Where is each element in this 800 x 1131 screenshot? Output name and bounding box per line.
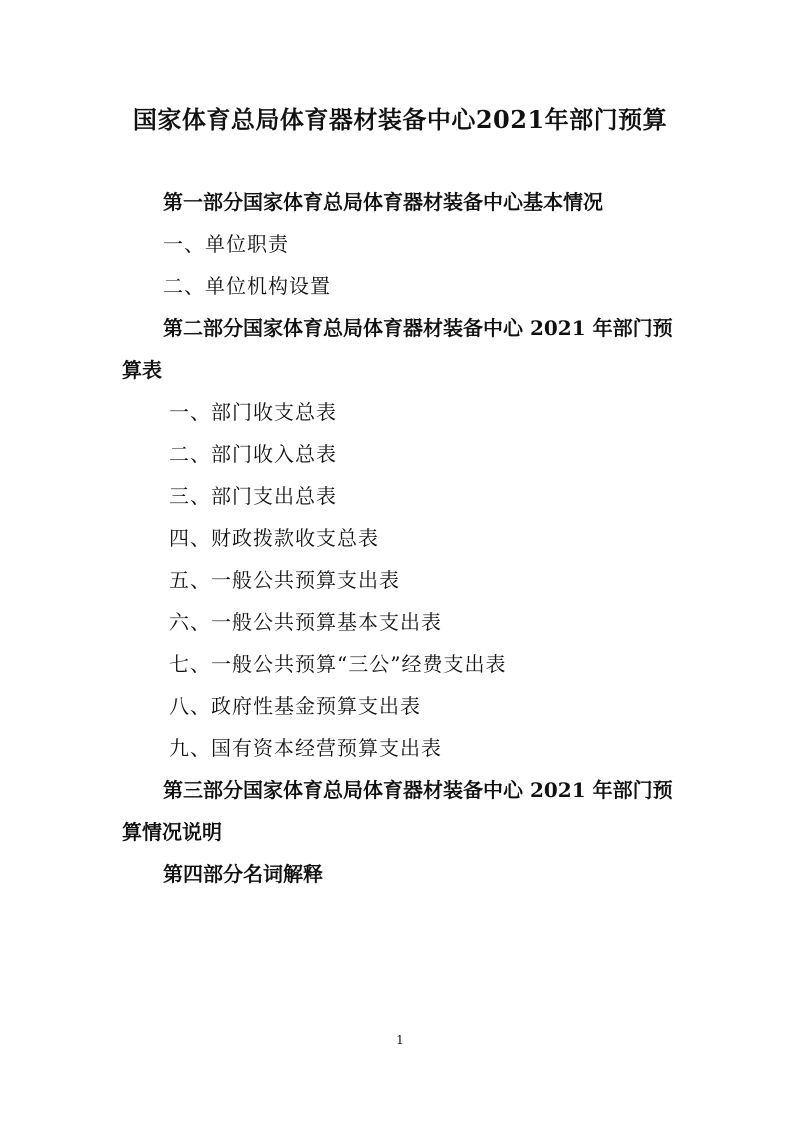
part1-item: 一、单位职责 [163, 232, 289, 256]
part2-item: 八、政府性基金预算支出表 [169, 694, 421, 718]
part4-heading: 第四部分名词解释 [163, 862, 323, 886]
part2-item: 四、财政拨款收支总表 [169, 526, 379, 550]
part2-heading-line1: 第二部分国家体育总局体育器材装备中心 2021 年部门预 [163, 316, 673, 340]
part2-item: 二、部门收入总表 [169, 442, 337, 466]
part1-heading: 第一部分国家体育总局体育器材装备中心基本情况 [163, 190, 603, 214]
part3-heading-line2: 算情况说明 [122, 820, 222, 844]
part2-item: 七、一般公共预算“三公”经费支出表 [169, 652, 507, 676]
part2-item: 六、一般公共预算基本支出表 [169, 610, 442, 634]
page-number: 1 [396, 1033, 404, 1047]
part2-item: 五、一般公共预算支出表 [169, 568, 400, 592]
part2-item: 三、部门支出总表 [169, 484, 337, 508]
part2-heading-line2: 算表 [122, 358, 162, 382]
document-title: 国家体育总局体育器材装备中心2021年部门预算 [132, 105, 668, 134]
part3-heading-line1: 第三部分国家体育总局体育器材装备中心 2021 年部门预 [163, 778, 673, 802]
part2-item: 一、部门收支总表 [169, 400, 337, 424]
part2-item: 九、国有资本经营预算支出表 [169, 736, 442, 760]
part1-item: 二、单位机构设置 [163, 274, 331, 298]
